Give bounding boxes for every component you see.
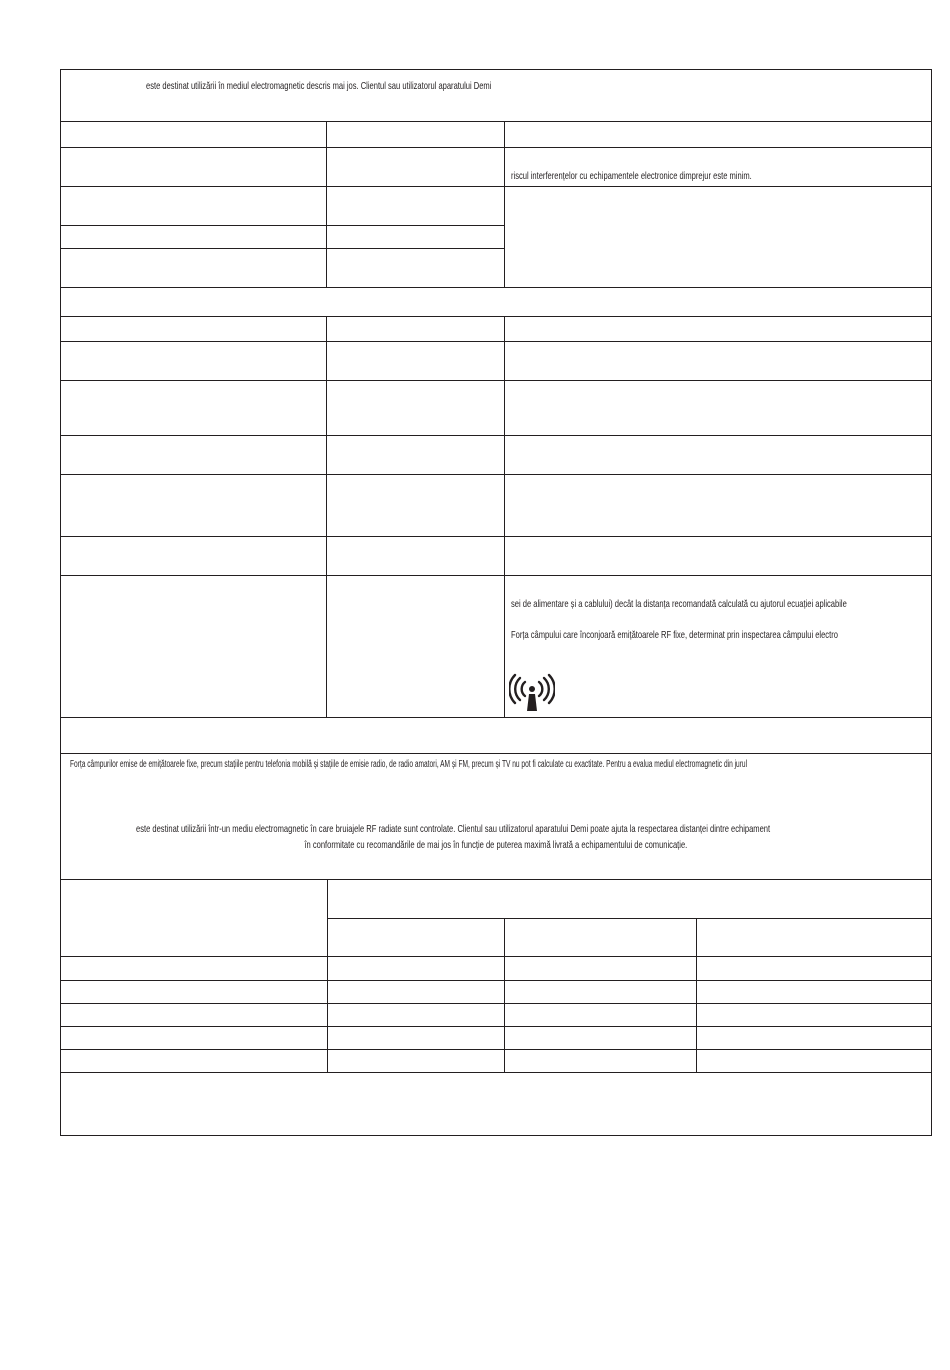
table1-intro: este destinat utilizării în mediul electromagnetic descris mai jos. Clientul sau utilizatorul aparatului Demi: [146, 80, 492, 92]
fixed-transmitters-note: Forța câmpurilor emise de emițătoarele fixe, precum stațiile pentru telefonia mobilă și stațiile de emisie radio, de radio amatori, AM și FM, precum și TV nu pot fi calculate cu exactitate. Pentru a evalua mediul electromagnetic din jurul: [70, 759, 748, 770]
rf-emissions-note: riscul interferențelor cu echipamentele electronice dimprejur este minim.: [511, 170, 752, 182]
separation-distance-note: sei de alimentare și a cablului) decât la distanța recomandată calculată cu ajutorul ecuației aplicabile: [511, 598, 847, 610]
table2-intro-line1: este destinat utilizării într-un mediu electromagnetic în care bruiajele RF radiate sunt controlate. Clientul sau utilizatorul aparatului Demi poate ajuta la respectarea distanței dintre echipament: [136, 823, 771, 835]
non-ionizing-radiation-icon: [509, 672, 555, 712]
table2-intro-line2: în conformitate cu recomandările de mai jos în funcție de puterea maximă livrată a echipamentului de comunicație.: [304, 839, 688, 851]
field-strength-note: Forța câmpului care înconjoară emițătoarele RF fixe, determinat prin inspectarea câmpului electro: [511, 629, 838, 641]
